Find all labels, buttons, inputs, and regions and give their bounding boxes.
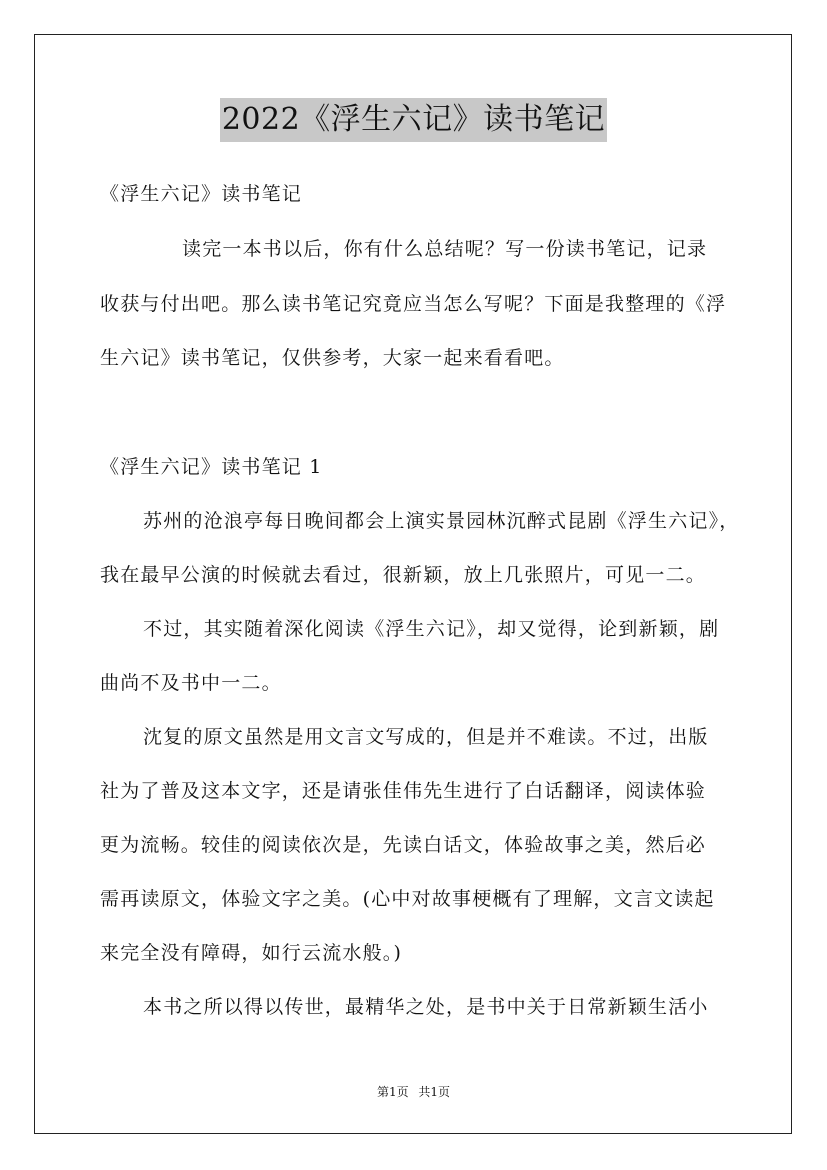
body-line-5: 沈复的原文虽然是用文言文写成的，但是并不难读。不过，出版 [143, 726, 709, 748]
page-total: 共1页 [418, 1085, 451, 1099]
body-line-8: 需再读原文，体验文字之美。(心中对故事梗概有了理解，文言文读起 [100, 888, 715, 910]
body-line-4: 曲尚不及书中一二。 [100, 672, 282, 694]
intro-line-1: 读完一本书以后，你有什么总结呢？写一份读书笔记，记录 [182, 238, 708, 260]
body-line-10: 本书之所以得以传世，最精华之处，是书中关于日常新颖生活小 [143, 996, 709, 1018]
body-line-6: 社为了普及这本文字，还是请张佳伟先生进行了白话翻译，阅读体验 [100, 780, 707, 802]
body-line-9: 来完全没有障碍，如行云流水般。) [100, 942, 403, 964]
document-title: 2022《浮生六记》读书笔记 [220, 98, 607, 142]
page-footer [0, 1084, 827, 1100]
body-line-1: 苏州的沧浪亭每日晚间都会上演实景园林沉醉式昆剧《浮生六记》， [143, 510, 740, 532]
body-line-2: 我在最早公演的时候就去看过，很新颖，放上几张照片，可见一二。 [100, 564, 707, 586]
intro-line-2: 收获与付出吧。那么读书笔记究竟应当怎么写呢？下面是我整理的《浮 [100, 293, 727, 315]
intro-line-3: 生六记》读书笔记，仅供参考，大家一起来看看吧。 [100, 347, 565, 369]
title-container [0, 98, 827, 142]
document-subtitle: 《浮生六记》读书笔记 [100, 183, 303, 205]
body-line-7: 更为流畅。较佳的阅读依次是，先读白话文，体验故事之美，然后必 [100, 834, 707, 856]
section-heading: 《浮生六记》读书笔记 1 [100, 456, 323, 478]
body-line-3: 不过，其实随着深化阅读《浮生六记》，却又觉得，论到新颖，剧 [143, 618, 720, 640]
page-number: 第1页 [376, 1085, 409, 1099]
